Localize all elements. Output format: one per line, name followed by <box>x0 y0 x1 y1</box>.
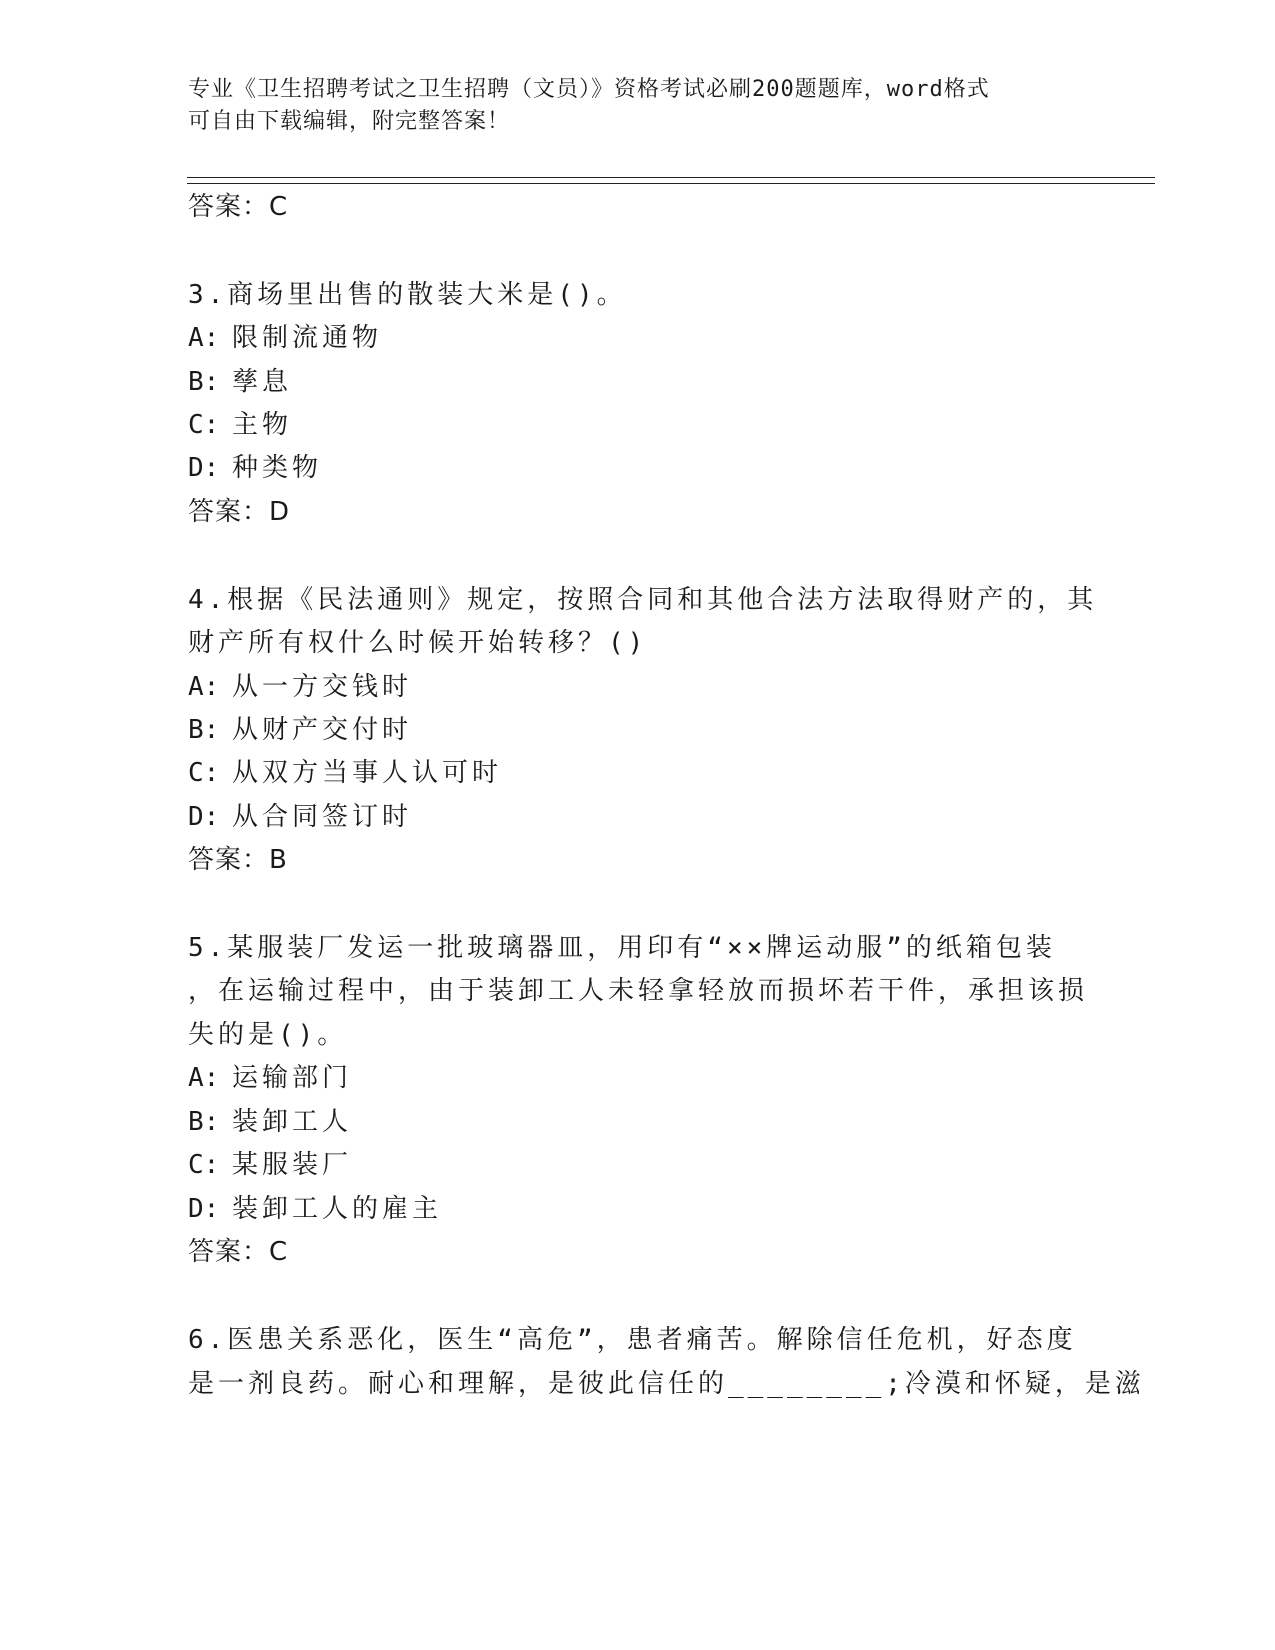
option-text: 从双方当事人认可时 <box>232 758 503 788</box>
question-4-option-b <box>188 709 412 746</box>
option-label: C: <box>188 410 220 440</box>
option-text: 限制流通物 <box>232 323 383 353</box>
header-line-1: 专业《卫生招聘考试之卫生招聘（文员）》资格考试必刷200题题库，word格式 <box>188 77 990 102</box>
question-3-option-b <box>188 361 292 398</box>
option-label: A: <box>188 1063 220 1093</box>
question-4-stem-line-2: 财产所有权什么时候开始转移？() <box>188 628 648 658</box>
option-text: 从一方交钱时 <box>232 672 413 702</box>
question-3-option-d <box>188 447 322 484</box>
option-label: B: <box>188 367 220 397</box>
question-5-stem-line-3: 失的是()。 <box>188 1020 348 1050</box>
header-divider-top <box>187 177 1155 178</box>
option-text: 从合同签订时 <box>232 802 413 832</box>
question-5-option-c <box>188 1144 352 1181</box>
option-text: 主物 <box>232 410 293 440</box>
option-label: C: <box>188 758 220 788</box>
question-4-answer: 答案：B <box>188 845 288 875</box>
answer-previous: 答案：C <box>188 192 289 222</box>
option-text: 从财产交付时 <box>232 715 413 745</box>
document-header <box>188 74 1068 138</box>
question-3-option-c <box>188 404 292 441</box>
question-3-stem: 3.商场里出售的散装大米是()。 <box>188 280 627 310</box>
header-divider-bottom <box>187 183 1155 184</box>
option-label: B: <box>188 715 220 745</box>
option-label: B: <box>188 1107 220 1137</box>
question-5-option-a <box>188 1057 352 1094</box>
option-label: A: <box>188 672 220 702</box>
question-5-stem-line-2: ，在运输过程中，由于装卸工人未轻拿轻放而损坏若干件，承担该损 <box>188 976 1089 1006</box>
header-line-2: 可自由下载编辑，附完整答案！ <box>188 109 511 134</box>
question-6-stem-line-1: 6.医患关系恶化，医生“高危”，患者痛苦。解除信任危机，好态度 <box>188 1325 1077 1355</box>
option-label: D: <box>188 802 220 832</box>
question-5-stem-line-1: 5.某服装厂发运一批玻璃器皿，用印有“××牌运动服”的纸箱包装 <box>188 933 1056 963</box>
question-3-option-a <box>188 317 382 354</box>
question-5-option-b <box>188 1101 352 1138</box>
question-4-stem-line-1: 4.根据《民法通则》规定，按照合同和其他合法方法取得财产的，其 <box>188 585 1098 615</box>
question-4-option-c <box>188 752 502 789</box>
question-6-stem-line-2: 是一剂良药。耐心和理解，是彼此信任的________;冷漠和怀疑，是滋 <box>188 1369 1145 1399</box>
question-3-answer: 答案：D <box>188 497 291 527</box>
option-text: 装卸工人的雇主 <box>232 1194 443 1224</box>
option-label: D: <box>188 1194 220 1224</box>
question-5-option-d <box>188 1188 442 1225</box>
question-4-option-a <box>188 666 412 703</box>
option-label: A: <box>188 323 220 353</box>
option-text: 某服装厂 <box>232 1150 353 1180</box>
option-label: D: <box>188 453 220 483</box>
option-text: 种类物 <box>232 453 323 483</box>
option-label: C: <box>188 1150 220 1180</box>
question-5-answer: 答案：C <box>188 1237 289 1267</box>
option-text: 运输部门 <box>232 1063 353 1093</box>
option-text: 孳息 <box>232 367 293 397</box>
question-4-option-d <box>188 796 412 833</box>
option-text: 装卸工人 <box>232 1107 353 1137</box>
